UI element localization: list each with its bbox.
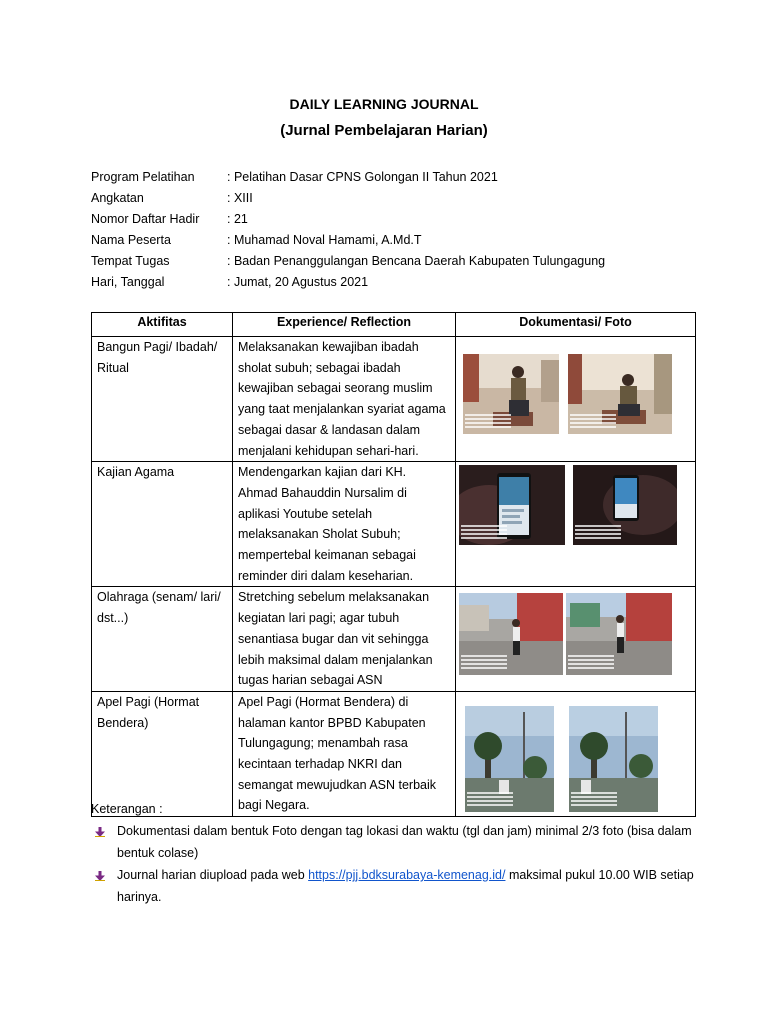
info-label: Hari, Tanggal bbox=[91, 274, 165, 289]
info-label: Program Pelatihan bbox=[91, 169, 195, 184]
info-label: Angkatan bbox=[91, 190, 144, 205]
info-label: Tempat Tugas bbox=[91, 253, 170, 268]
table-header-row bbox=[92, 313, 696, 337]
reflection-line: semangat mewujudkan ASN terbaik bbox=[238, 777, 437, 792]
info-row bbox=[91, 271, 605, 292]
reflection-cell bbox=[233, 691, 456, 816]
note-item bbox=[91, 821, 697, 864]
table-row bbox=[92, 691, 696, 816]
prayer-photo bbox=[463, 354, 559, 434]
info-row bbox=[91, 187, 605, 208]
activity-line: Ritual bbox=[97, 360, 129, 375]
info-label: Nomor Daftar Hadir bbox=[91, 211, 200, 226]
note-text-after: maksimal pukul 10.00 WIB setiap harinya. bbox=[117, 868, 694, 904]
note-item bbox=[91, 865, 697, 908]
reflection-line: kewajiban sebagai seorang muslim bbox=[238, 381, 433, 396]
journal-table bbox=[91, 312, 696, 817]
activity-line: Apel Pagi (Hormat bbox=[97, 694, 200, 709]
photo-cell bbox=[456, 462, 696, 587]
info-value: : 21 bbox=[227, 211, 248, 226]
activity-cell bbox=[92, 691, 233, 816]
stretching-photo bbox=[566, 593, 672, 675]
info-value: : Jumat, 20 Agustus 2021 bbox=[227, 274, 369, 289]
activity-cell bbox=[92, 587, 233, 692]
info-value: : Muhamad Noval Hamami, A.Md.T bbox=[227, 232, 422, 247]
info-row bbox=[91, 229, 605, 250]
photo-cell bbox=[456, 587, 696, 692]
activity-cell bbox=[92, 337, 233, 462]
table-row bbox=[92, 587, 696, 692]
upload-website-link[interactable]: https://pjj.bdksurabaya-kemenag.id/ bbox=[308, 868, 506, 882]
activity-line: dst...) bbox=[97, 611, 129, 626]
activity-cell bbox=[92, 462, 233, 587]
reflection-line: bagi Negara. bbox=[238, 798, 310, 813]
table-row bbox=[92, 337, 696, 462]
reflection-cell bbox=[233, 337, 456, 462]
notes-section bbox=[91, 799, 697, 908]
reflection-line: reminder diri dalam keseharian. bbox=[238, 568, 414, 583]
info-value: : Pelatihan Dasar CPNS Golongan II Tahun 2021 bbox=[227, 169, 498, 184]
reflection-line: sholat subuh; sebagai ibadah bbox=[238, 360, 401, 375]
reflection-line: kegiatan lari pagi; agar tubuh bbox=[238, 611, 400, 626]
note-text: Dokumentasi dalam bentuk Foto dengan tag lokasi dan waktu (tgl dan jam) minimal 2/3 foto (bisa dalam bentuk colase) bbox=[117, 824, 692, 860]
info-row bbox=[91, 250, 605, 271]
photo-cell bbox=[456, 337, 696, 462]
phone-video-photo bbox=[459, 465, 565, 545]
arrow-down-bullet-icon bbox=[95, 871, 105, 881]
arrow-down-bullet-icon bbox=[95, 827, 105, 837]
column-header-reflection: Experience/ Reflection bbox=[233, 313, 456, 337]
reflection-cell bbox=[233, 587, 456, 692]
info-block bbox=[91, 166, 605, 292]
activity-line: Olahraga (senam/ lari/ bbox=[97, 590, 221, 605]
stretching-photo bbox=[459, 593, 563, 675]
reflection-line: mempertebal keimanan sebagai bbox=[238, 548, 416, 563]
reflection-line: menjalani kehidupan sehari-hari. bbox=[238, 443, 419, 458]
note-text-before: Journal harian diupload pada web bbox=[117, 868, 309, 882]
info-value: : XIII bbox=[227, 190, 253, 205]
info-value: : Badan Penanggulangan Bencana Daerah Kabupaten Tulungagung bbox=[227, 253, 606, 268]
page-title: DAILY LEARNING JOURNAL bbox=[289, 96, 479, 112]
column-header-activity: Aktifitas bbox=[92, 313, 233, 337]
table-row bbox=[92, 462, 696, 587]
reflection-line: aplikasi Youtube setelah bbox=[238, 506, 373, 521]
prayer-photo bbox=[568, 354, 672, 434]
reflection-line: halaman kantor BPBD Kabupaten bbox=[238, 715, 426, 730]
reflection-line: Apel Pagi (Hormat Bendera) di bbox=[238, 694, 409, 709]
reflection-line: Mendengarkan kajian dari KH. bbox=[238, 465, 407, 480]
reflection-line: sebagai dasar & landasan dalam bbox=[238, 422, 421, 437]
reflection-line: Stretching sebelum melaksanakan bbox=[238, 590, 430, 605]
photo-cell bbox=[456, 691, 696, 816]
activity-line: Bangun Pagi/ Ibadah/ bbox=[97, 340, 218, 354]
phone-video-photo bbox=[573, 465, 677, 545]
reflection-line: lebih maksimal dalam menjalankan bbox=[238, 652, 433, 667]
activity-line: Bendera) bbox=[97, 715, 149, 730]
notes-title: Keterangan : bbox=[91, 802, 163, 816]
reflection-line: Melaksanakan kewajiban ibadah bbox=[238, 340, 419, 354]
info-row bbox=[91, 208, 605, 229]
reflection-cell bbox=[233, 462, 456, 587]
info-label: Nama Peserta bbox=[91, 232, 171, 247]
info-row bbox=[91, 166, 605, 187]
reflection-line: Tulungagung; menambah rasa bbox=[238, 736, 408, 751]
reflection-line: melaksanakan Sholat Subuh; bbox=[238, 527, 401, 542]
reflection-line: tugas harian sebagai ASN bbox=[238, 673, 383, 688]
flag-salute-photo bbox=[569, 706, 658, 812]
page-subtitle: (Jurnal Pembelajaran Harian) bbox=[280, 122, 488, 139]
activity-line: Kajian Agama bbox=[97, 465, 175, 480]
reflection-line: kecintaan terhadap NKRI dan bbox=[238, 757, 402, 772]
flag-salute-photo bbox=[465, 706, 554, 812]
reflection-line: yang taat menjalankan syariat agama bbox=[238, 402, 446, 417]
reflection-line: senantiasa bugar dan vit sehingga bbox=[238, 631, 429, 646]
reflection-line: Ahmad Bahauddin Nursalim di bbox=[238, 485, 407, 500]
column-header-photo: Dokumentasi/ Foto bbox=[456, 313, 696, 337]
